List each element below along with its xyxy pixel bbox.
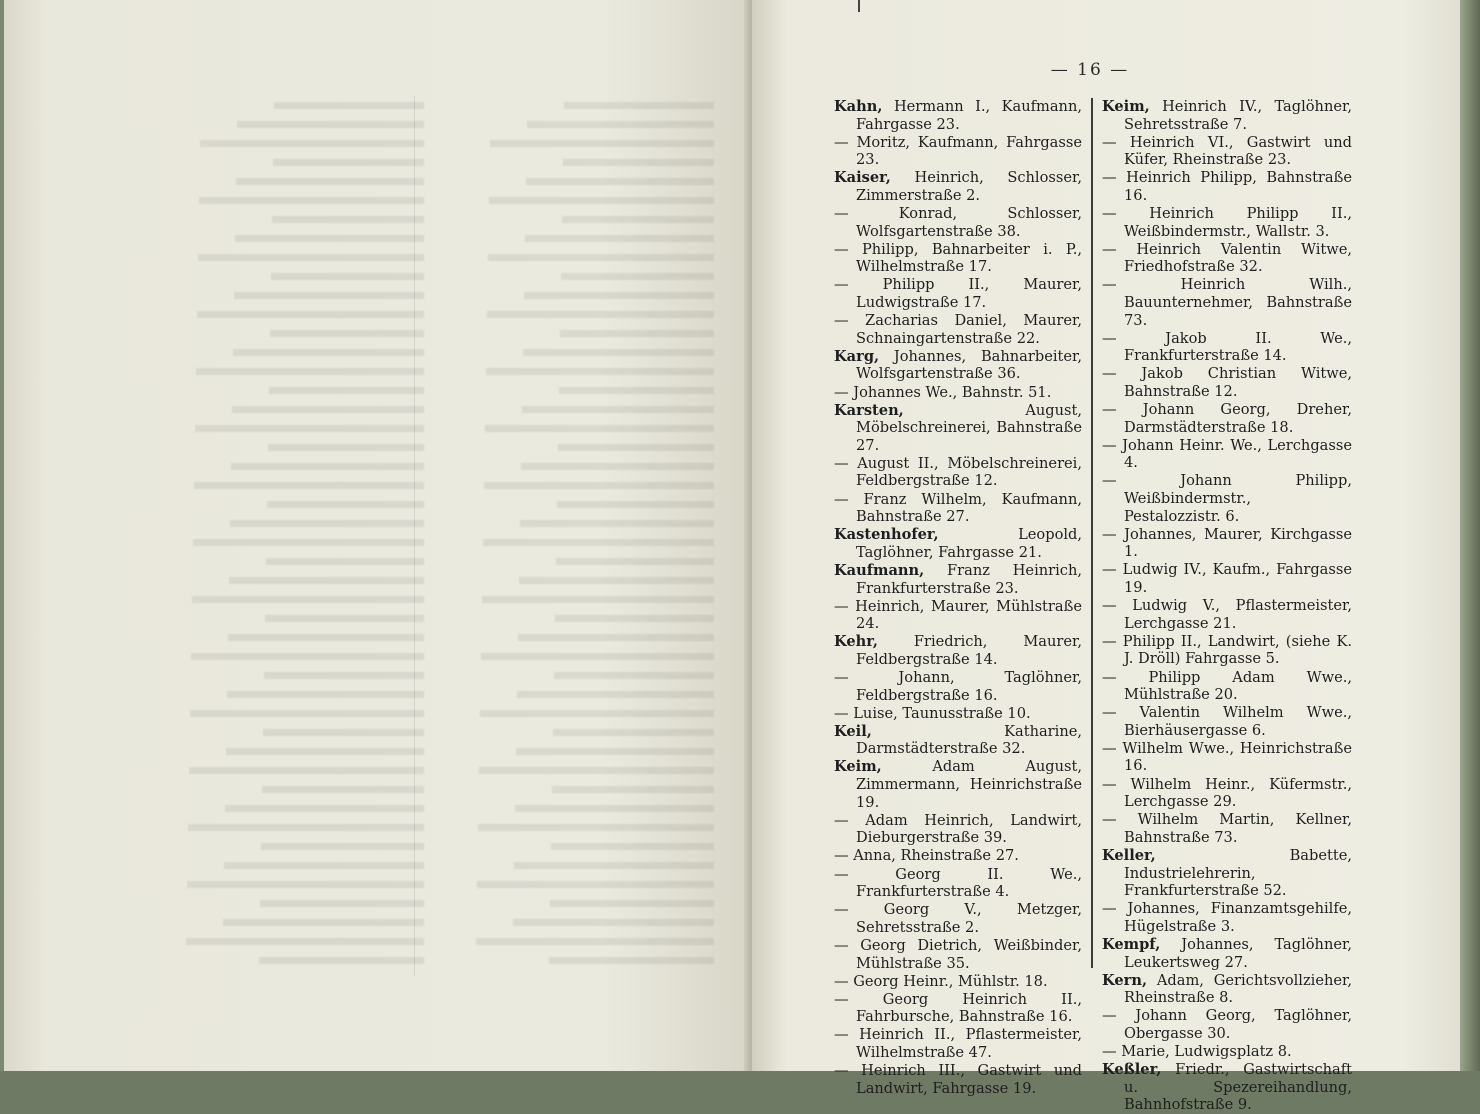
entry-details: — Ludwig V., Pflastermeister, Lerchgasse 21. <box>1102 597 1352 632</box>
entry-surname: Kaufmann, <box>834 561 925 579</box>
bleed-line <box>522 394 714 413</box>
entry-surname: Karg, <box>834 347 880 365</box>
directory-entry <box>1102 365 1352 400</box>
entry-details: — Wilhelm Wwe., Heinrichstraße 16. <box>1102 739 1352 775</box>
bleed-line <box>274 90 424 109</box>
bleed-line <box>193 527 424 546</box>
entry-details: — Heinrich Philipp II., Weißbindermstr., Wallstr. 3. <box>1102 205 1352 240</box>
entry-details: — Georg II. We., Frankfurterstraße 4. <box>834 865 1082 901</box>
directory-entry <box>834 633 1082 668</box>
directory-entry <box>1102 401 1352 436</box>
bleed-line <box>186 926 424 945</box>
entry-details: — Johann, Taglöhner, Feldbergstraße 16. <box>834 669 1082 704</box>
directory-entry <box>834 1062 1082 1097</box>
bleed-line <box>263 717 424 736</box>
bleed-line <box>550 888 714 907</box>
directory-entry <box>834 455 1082 490</box>
bleed-line <box>194 470 424 489</box>
bleed-line <box>476 926 714 945</box>
directory-entry <box>1102 134 1352 169</box>
entry-details: Adam August, Zimmermann, Heinrichstraße 19. <box>856 758 1082 811</box>
directory-entry <box>1102 472 1352 525</box>
entry-details: Friedr., Gastwirtschaft u. Spezereihandlung, Bahnhofstraße 9. <box>1124 1061 1353 1114</box>
directory-entry <box>834 526 1082 561</box>
directory-entry <box>834 312 1082 347</box>
directory-entry <box>1102 669 1352 704</box>
directory-entry <box>834 491 1082 526</box>
bleed-line <box>270 318 424 337</box>
bleed-line <box>191 641 424 660</box>
bleed-line <box>187 869 424 888</box>
directory-entry <box>834 402 1082 455</box>
directory-entry <box>834 384 1082 402</box>
directory-entry <box>1102 633 1352 668</box>
entry-details: — Heinrich Philipp, Bahnstraße 16. <box>1102 169 1352 204</box>
book-edge <box>1460 0 1480 1071</box>
directory-entry <box>1102 241 1352 276</box>
bleed-line <box>555 603 714 622</box>
entry-surname: Kempf, <box>1102 935 1161 953</box>
bleed-column-rule <box>414 96 415 976</box>
entry-details: — Konrad, Schlosser, Wolfsgartenstraße 38. <box>834 205 1082 240</box>
entry-details: Katharine, Darmstädterstraße 32. <box>856 722 1082 758</box>
bleed-line <box>551 831 714 850</box>
directory-entry <box>1102 811 1352 846</box>
entry-details: — Georg Heinr., Mühlstr. 18. <box>834 972 1048 990</box>
entry-details: — Johann Georg, Taglöhner, Obergasse 30. <box>1102 1007 1352 1042</box>
directory-entry <box>834 723 1082 758</box>
directory-entry <box>834 973 1082 991</box>
page-number: — 16 — <box>1050 60 1130 80</box>
entry-details: — Johann Georg, Dreher, Darmstädterstraße 18. <box>1102 401 1352 436</box>
entry-details: Johannes, Taglöhner, Leukertsweg 27. <box>1124 935 1352 971</box>
entry-details: — Jakob II. We., Frankfurterstraße 14. <box>1102 329 1352 365</box>
directory-entry <box>834 705 1082 723</box>
entry-details: — Marie, Ludwigsplatz 8. <box>1102 1042 1292 1060</box>
directory-entry <box>834 598 1082 633</box>
bleed-line <box>267 489 424 508</box>
entry-surname: Keil, <box>834 722 872 740</box>
entry-details: — Georg Dietrich, Weißbinder, Mühlstraße 35. <box>834 936 1082 972</box>
directory-entry <box>834 669 1082 704</box>
directory-entry <box>834 276 1082 311</box>
entry-details: — Heinrich VI., Gastwirt und Küfer, Rheinstraße 23. <box>1102 133 1352 169</box>
directory-entry <box>834 241 1082 276</box>
entry-details: — Philipp, Bahnarbeiter i. P., Wilhelmstraße 17. <box>834 240 1082 276</box>
entry-details: Adam, Gerichtsvollzieher, Rheinstraße 8. <box>1124 971 1353 1007</box>
directory-entry <box>834 847 1082 865</box>
directory-entry <box>834 348 1082 383</box>
entry-surname: Kastenhofer, <box>834 526 939 544</box>
bleed-line <box>232 394 424 413</box>
bleed-line <box>561 261 714 280</box>
directory-column-1 <box>834 98 1082 1098</box>
entry-details: — Heinrich III., Gastwirt und Landwirt, Fahrgasse 19. <box>834 1062 1082 1097</box>
entry-details: — Georg V., Metzger, Sehretsstraße 2. <box>834 901 1082 936</box>
bleed-line <box>552 774 714 793</box>
directory-entry <box>834 205 1082 240</box>
bleed-line <box>487 299 714 318</box>
bleed-line <box>189 755 424 774</box>
bleed-line <box>268 432 424 451</box>
entry-details: — Adam Heinrich, Landwirt, Dieburgerstraße 39. <box>834 811 1082 847</box>
bleed-line <box>560 318 714 337</box>
entry-surname: Keller, <box>1102 846 1156 864</box>
bleed-line <box>233 337 424 356</box>
bleed-line <box>230 508 424 527</box>
bleed-line <box>264 660 424 679</box>
bleed-line <box>483 527 714 546</box>
entry-details: — August II., Möbelschreinerei, Feldbergstraße 12. <box>834 454 1082 490</box>
bleed-line <box>235 223 424 242</box>
bleed-line <box>265 603 424 622</box>
entry-details: — Philipp II., Landwirt, (siehe K. J. Dröll) Fahrgasse 5. <box>1102 632 1352 668</box>
directory-entry <box>1102 740 1352 775</box>
directory-entry <box>834 812 1082 847</box>
entry-surname: Kaiser, <box>834 169 891 187</box>
bleed-line <box>523 337 714 356</box>
directory-entry <box>834 562 1082 597</box>
bleed-line <box>273 147 424 166</box>
entry-details: — Anna, Rheinstraße 27. <box>834 847 1019 865</box>
bleed-line <box>195 413 424 432</box>
bleed-line <box>549 945 714 964</box>
bleed-line <box>488 242 714 261</box>
bleed-line <box>490 128 714 147</box>
directory-entry <box>834 991 1082 1026</box>
entry-details: Heinrich IV., Taglöhner, Sehretsstraße 7. <box>1124 98 1353 133</box>
entry-details: — Johannes We., Bahnstr. 51. <box>834 383 1052 401</box>
entry-surname: Keßler, <box>1102 1061 1162 1079</box>
bleed-line <box>228 622 424 641</box>
bleed-line <box>524 280 714 299</box>
bleed-line <box>266 546 424 565</box>
bleed-line <box>564 90 714 109</box>
bleed-line <box>517 679 714 698</box>
directory-entry <box>1102 169 1352 204</box>
bleed-line <box>478 812 714 831</box>
bleed-line <box>484 470 714 489</box>
bleed-line <box>518 622 714 641</box>
entry-details: — Ludwig IV., Kaufm., Fahrgasse 19. <box>1102 561 1352 597</box>
bleed-line <box>519 565 714 584</box>
directory-entry <box>834 169 1082 204</box>
bleed-line <box>525 223 714 242</box>
entry-details: — Moritz, Kaufmann, Fahrgasse 23. <box>834 133 1082 169</box>
bleed-line <box>259 945 424 964</box>
bleed-line <box>480 698 714 717</box>
entry-surname: Kahn, <box>834 98 883 115</box>
entry-surname: Kern, <box>1102 971 1148 989</box>
entry-surname: Kehr, <box>834 633 878 651</box>
bleed-line <box>269 375 424 394</box>
bleed-line <box>196 356 424 375</box>
bleed-line <box>226 736 424 755</box>
bleed-column-1 <box>444 90 714 964</box>
bleed-line <box>485 413 714 432</box>
entry-details: Franz Heinrich, Frankfurterstraße 23. <box>856 561 1082 597</box>
entry-details: — Heinrich Wilh., Bauunternehmer, Bahnstraße 73. <box>1102 276 1352 329</box>
bleed-column-2 <box>154 90 424 964</box>
bleed-line <box>271 261 424 280</box>
entry-details: — Franz Wilhelm, Kaufmann, Bahnstraße 27. <box>834 490 1082 526</box>
entry-details: — Johannes, Maurer, Kirchgasse 1. <box>1102 525 1352 561</box>
bleed-line <box>261 831 424 850</box>
bleed-line <box>260 888 424 907</box>
directory-column-2 <box>1102 98 1352 1114</box>
directory-entry <box>1102 936 1352 971</box>
entry-details: — Wilhelm Heinr., Küfermstr., Lerchgasse 29. <box>1102 775 1352 811</box>
bleed-line <box>199 185 424 204</box>
entry-details: Heinrich, Schlosser, Zimmerstraße 2. <box>856 169 1082 204</box>
bleed-line <box>521 451 714 470</box>
entry-details: — Luise, Taunusstraße 10. <box>834 704 1031 722</box>
directory-entry <box>1102 205 1352 240</box>
directory-entry <box>1102 330 1352 365</box>
entry-details: Leopold, Taglöhner, Fahrgasse 21. <box>856 526 1082 561</box>
bleed-line <box>200 128 424 147</box>
bleed-line <box>234 280 424 299</box>
entry-details: Johannes, Bahnarbeiter, Wolfsgartenstraße 36. <box>856 347 1083 383</box>
directory-entry <box>1102 98 1352 133</box>
entry-details: — Philipp Adam Wwe., Mühlstraße 20. <box>1102 668 1352 704</box>
directory-entry <box>1102 776 1352 811</box>
bleed-line <box>515 793 714 812</box>
directory-entry <box>1102 276 1352 329</box>
entry-details: — Johannes, Finanzamtsgehilfe, Hügelstraße 3. <box>1102 900 1352 935</box>
directory-entry <box>834 758 1082 811</box>
directory-entry <box>1102 1007 1352 1042</box>
bleed-line <box>225 793 424 812</box>
bleed-line <box>224 850 424 869</box>
entry-surname: Karsten, <box>834 401 904 419</box>
bleed-line <box>227 679 424 698</box>
bleed-line <box>197 299 424 318</box>
bleed-line <box>556 546 714 565</box>
directory-entry <box>1102 526 1352 561</box>
bleed-line <box>554 660 714 679</box>
directory-entry <box>834 901 1082 936</box>
entry-details: — Wilhelm Martin, Kellner, Bahnstraße 73. <box>1102 811 1352 846</box>
entry-details: — Jakob Christian Witwe, Bahnstraße 12. <box>1102 365 1352 400</box>
bleed-line <box>557 489 714 508</box>
entry-details: — Johann Heinr. We., Lerchgasse 4. <box>1102 436 1352 472</box>
directory-entry <box>1102 847 1352 900</box>
bleed-line <box>481 641 714 660</box>
directory-entry <box>1102 1061 1352 1114</box>
bleed-line <box>520 508 714 527</box>
directory-entry <box>1102 972 1352 1007</box>
bleed-line <box>272 204 424 223</box>
directory-entry <box>834 98 1082 133</box>
entry-details: — Heinrich, Maurer, Mühlstraße 24. <box>834 597 1082 633</box>
bleed-through-text <box>154 90 714 990</box>
bleed-line <box>514 850 714 869</box>
directory-entry <box>1102 704 1352 739</box>
entry-details: — Johann Philipp, Weißbindermstr., Pestalozzistr. 6. <box>1102 472 1352 525</box>
entry-surname: Keim, <box>834 758 882 776</box>
entry-details: Hermann I., Kaufmann, Fahrgasse 23. <box>856 98 1082 133</box>
entry-details: — Georg Heinrich II., Fahrbursche, Bahnstraße 16. <box>834 990 1082 1026</box>
bleed-line <box>486 356 714 375</box>
bleed-line <box>527 109 714 128</box>
left-page <box>4 0 752 1071</box>
bleed-line <box>553 717 714 736</box>
bleed-line <box>516 736 714 755</box>
bleed-line <box>562 204 714 223</box>
directory-entry <box>1102 597 1352 632</box>
entry-details: Friedrich, Maurer, Feldbergstraße 14. <box>856 633 1082 668</box>
directory-entry <box>834 1026 1082 1061</box>
bleed-line <box>482 584 714 603</box>
bleed-line <box>513 907 714 926</box>
bleed-line <box>198 242 424 261</box>
bleed-line <box>477 869 714 888</box>
bleed-line <box>188 812 424 831</box>
directory-entry <box>1102 437 1352 472</box>
bleed-line <box>237 109 424 128</box>
column-divider <box>1091 98 1093 968</box>
bleed-line <box>223 907 424 926</box>
entry-surname: Keim, <box>1102 98 1150 115</box>
bleed-line <box>559 375 714 394</box>
directory-entry <box>834 866 1082 901</box>
bleed-line <box>489 185 714 204</box>
bleed-line <box>229 565 424 584</box>
entry-details: — Heinrich Valentin Witwe, Friedhofstraße 32. <box>1102 240 1352 276</box>
print-mark <box>858 0 860 12</box>
bleed-line <box>526 166 714 185</box>
bleed-line <box>192 584 424 603</box>
bleed-line <box>262 774 424 793</box>
entry-details: — Zacharias Daniel, Maurer, Schnaingartenstraße 22. <box>834 312 1082 347</box>
entry-details: August, Möbelschreinerei, Bahnstraße 27. <box>856 401 1082 454</box>
entry-details: — Philipp II., Maurer, Ludwigstraße 17. <box>834 276 1082 312</box>
bleed-line <box>479 755 714 774</box>
entry-details: — Heinrich II., Pflastermeister, Wilhelmstraße 47. <box>834 1026 1082 1061</box>
directory-entry <box>1102 900 1352 935</box>
bleed-line <box>236 166 424 185</box>
directory-entry <box>834 937 1082 972</box>
entry-details: Babette, Industrielehrerin, Frankfurterstraße 52. <box>1124 846 1352 900</box>
entry-details: — Valentin Wilhelm Wwe., Bierhäusergasse 6. <box>1102 704 1352 739</box>
bleed-line <box>563 147 714 166</box>
directory-entry <box>1102 1043 1352 1061</box>
directory-entry <box>1102 561 1352 596</box>
bleed-line <box>231 451 424 470</box>
bleed-line <box>190 698 424 717</box>
bleed-line <box>558 432 714 451</box>
directory-entry <box>834 134 1082 169</box>
